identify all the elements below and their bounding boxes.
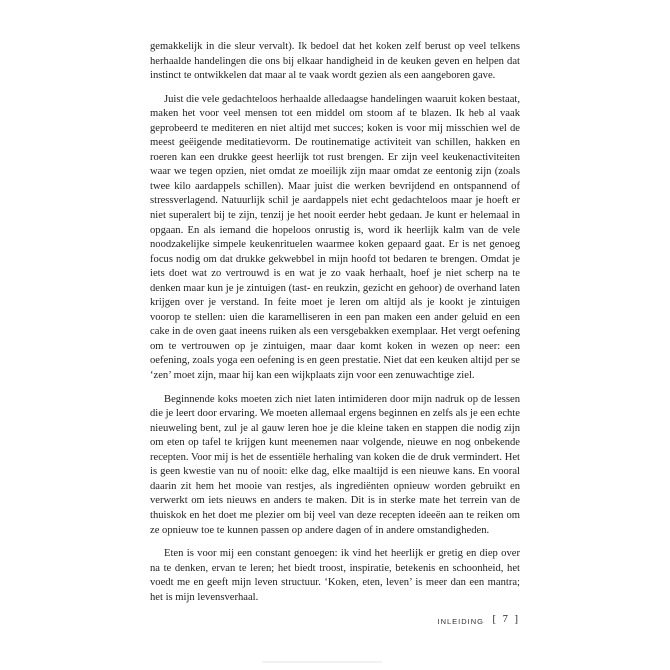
paragraph: Beginnende koks moeten zich niet laten intimideren door mijn nadruk op de lessen die je leert door ervaring. We moeten allemaal ergens beginnen en zelfs als je een echte nieuweling bent, zul je al gauw leren hoe je die kleine taken en stappen die nodig zijn om eten op tafel te krijgen kunt meenemen naar volgende, nieuwe en nog onbekende recepten. Voor mij is het de essentiële herhaling van koken die de druk vermindert. Het is geen kwestie van nu of nooit: elke dag, elke maaltijd is een nieuwe kans. En vooral daarin zit hem het mooie van restjes, als ingrediënten opnieuw worden gebruikt en verwerkt om iets nieuws en anders te maken. Dit is in sterke mate het terrein van de thuiskok en het doet me plezier om bij veel van deze recepten ideeën aan te reiken om ze opnieuw toe te kunnen passen op andere dagen of in andere omstandigheden.	[150, 393, 520, 536]
page-number: [ 7 ]	[492, 614, 520, 625]
body-text	[150, 40, 520, 614]
paragraph: Eten is voor mij een constant genoegen: ik vind het heerlijk er gretig en diep over na te denken, ervan te leren; het biedt troost, inspiratie, betekenis en schoonheid, het voedt me en geeft mijn leven structuur. ‘Koken, eten, leven’ is meer dan een mantra; het is mijn levensverhaal.	[150, 548, 520, 603]
paragraph-continued: gemakkelijk in die sleur vervalt). Ik bedoel dat het koken zelf berust op veel telkens herhaalde handelingen die ons bij elkaar handigheid in de keuken geven en helpen dat instinct te ontwikkelen dat maar al te vaak wordt gezien als een aangeboren gave.	[150, 41, 520, 82]
page-footer	[150, 615, 520, 629]
running-head: INLEIDING	[437, 617, 484, 626]
page-edge-shadow	[262, 661, 382, 663]
paragraph: Juist die vele gedachteloos herhaalde alledaagse handelingen waaruit koken bestaat, maken het voor veel mensen tot een middel om stoom af te blazen. Ik heb al vaak geprobeerd te mediteren en niet altijd met succes; koken is voor mij misschien wel de meest geëigende meditatievorm. De routinematige activiteit van schillen, hakken en roeren kan een drukke geest heerlijk tot rust brengen. Er zijn veel keukenactiviteiten waar we tegen opzien, niet omdat ze moeilijk zijn maar omdat ze eentonig zijn (zoals twee kilo aardappels schillen). Maar juist die werken bevrijdend en ontspannend of stressverlagend. Natuurlijk schil je aardappels niet echt gedachteloos maar je hoeft er niet superalert bij te zijn, tenzij je het nooit eerder hebt gedaan. Je kunt er helemaal in opgaan. En als iemand die hopeloos onrustig is, word ik heerlijk kalm van de vele noodzakelijke simpele keukenrituelen waarmee koken gepaard gaat. Er is net genoeg focus nodig om dat drukke gekwebbel in mijn hoofd tot bedaren te brengen. Omdat je iets doet wat zo vertrouwd is en wat je zo vaak herhaalt, hoef je niet scherp na te denken maar kun je je zintuigen (tast- en reukzin, gezicht en gehoor) de overhand laten krijgen over je verstand. In feite moet je leren om altijd als je kookt je zintuigen voorop te stellen: uien die karamelliseren in een pan maken een ander geluid en een cake in de oven gaat ineens ruiken als een versgebakken exemplaar. Het vergt oefening om te vertrouwen op je zintuigen, maar daar komt koken in wezen op neer: een oefening, zoals yoga een oefening is en geen prestatie. Niet dat een keuken altijd per se ‘zen’ moet zijn, maar hij kan een wijkplaats zijn voor een zenuwachtige ziel.	[150, 93, 520, 382]
